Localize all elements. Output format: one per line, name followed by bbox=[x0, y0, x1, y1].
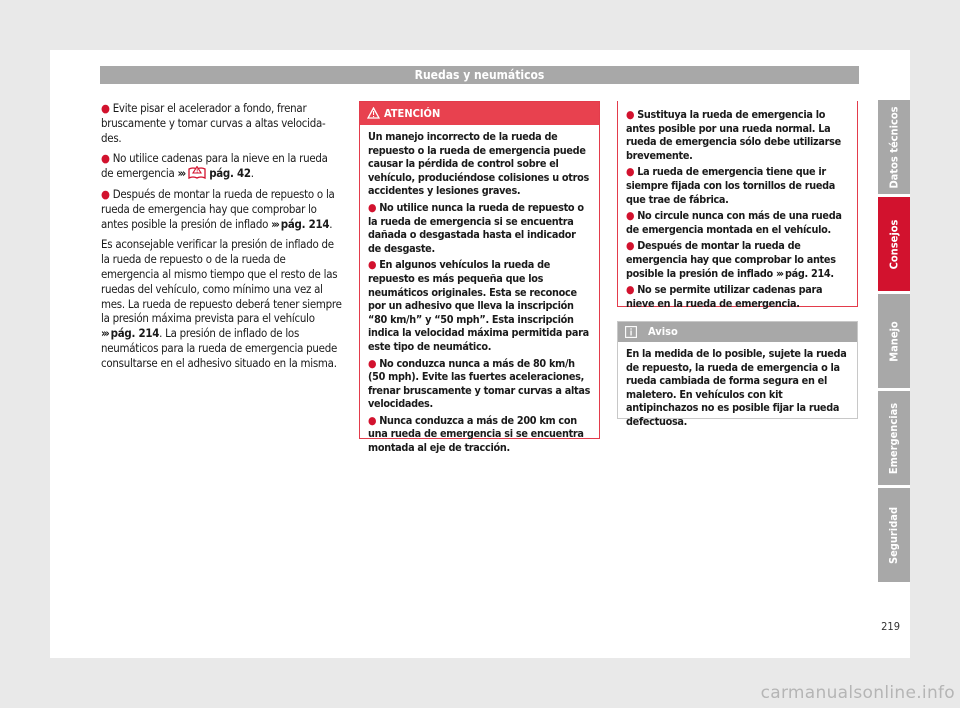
list-item: ● No se permite utilizar cadenas para nieve en la rueda de emergencia. bbox=[626, 283, 823, 310]
bullet-icon: ● bbox=[368, 200, 377, 214]
section-tabs bbox=[878, 100, 910, 585]
list-item: ● No utilice cadenas para la nieve en la rueda de emergencia ››› ! pág. 42. bbox=[101, 151, 328, 181]
bullet-text: No utilice cadenas para la nieve en la rueda de emergencia bbox=[101, 151, 328, 181]
body-paragraph: Es aconsejable verificar la presión de inflado de la rueda de repuesto o de la rueda de emergencia al mismo tiempo que el resto de las ruedas del vehículo, como mínimo una vez al mes. La rueda de repuesto deberá tener siempre la presión máxima prevista para el vehículo ››› pág. 214. La presión de inflado de los neumáticos para la rueda de emergencia puede consultarse en el adhesivo situado en la misma. bbox=[101, 237, 342, 370]
list-item: ● Después de montar la rueda de emergencia hay que comprobar lo antes posible la presión de inflado ››› pág. 214. bbox=[626, 239, 836, 280]
page-reference-link[interactable]: pág. 214 bbox=[280, 216, 330, 231]
bullet-icon: ● bbox=[368, 413, 377, 427]
page-reference-link[interactable]: pág. 214 bbox=[110, 326, 160, 341]
list-item: ● No conduzca nunca a más de 80 km/h (50 mph). Evite las fuertes aceleraciones, frenar bruscamente y tomar curvas a altas velocidades. bbox=[368, 356, 591, 411]
bullet-icon: ● bbox=[626, 165, 635, 179]
reference-arrows: ››› bbox=[271, 216, 278, 231]
warning-title: ATENCIÓN bbox=[384, 107, 441, 120]
bullet-icon: ● bbox=[368, 356, 377, 370]
list-item: ● No utilice nunca la rueda de repuesto o la rueda de emergencia si se encuentra dañada o desgastada hasta el indicador de desgaste. bbox=[368, 200, 584, 255]
list-item bbox=[101, 101, 342, 145]
warning-body bbox=[360, 125, 599, 455]
bullet-icon: ● bbox=[101, 186, 110, 201]
list-item: ● Nunca conduzca a más de 200 km con una rueda de emergencia si se encuentra montada al eje de tracción. bbox=[368, 413, 584, 455]
bullet-icon: ● bbox=[626, 283, 635, 297]
note-header bbox=[618, 322, 857, 342]
tab-seguridad[interactable]: Seguridad bbox=[878, 488, 910, 582]
page-number: 219 bbox=[881, 620, 900, 633]
bullet-text: Después de montar la rueda de repuesto o la rueda de emergencia hay que comprobar lo antes posible la presión de inflado bbox=[101, 186, 335, 231]
note-title: Aviso bbox=[648, 325, 678, 338]
warning-triangle-icon bbox=[367, 107, 380, 119]
bullet-text: Evite pisar el acelerador a fondo, frenar bruscamente y tomar curvas a altas velocidades. bbox=[101, 101, 326, 145]
list-item: ● No circule nunca con más de una rueda de emergencia montada en el vehículo. bbox=[626, 209, 842, 236]
warning-header bbox=[360, 102, 599, 125]
bullet-icon: ● bbox=[101, 151, 110, 166]
warning-body bbox=[618, 101, 857, 310]
reference-arrows: ››› bbox=[775, 266, 782, 280]
bullet-icon: ● bbox=[626, 108, 635, 121]
svg-text:!: ! bbox=[196, 168, 199, 175]
list-item: ● Sustituya la rueda de emergencia lo antes posible por una rueda normal. La rueda de emergencia sólo debe utilizarse brevemente. bbox=[626, 108, 841, 162]
note-text: En la medida de lo posible, sujete la rueda de repuesto, la rueda de emergencia o la rueda cambiada de forma segura en el maletero. En vehículos con kit antipinchazos no es posible fijar la rueda defectuosa. bbox=[626, 347, 847, 428]
watermark: carmanualsonline.info bbox=[760, 683, 955, 703]
bullet-icon: ● bbox=[626, 209, 635, 223]
info-icon bbox=[625, 326, 637, 338]
warning-box-continued bbox=[617, 101, 858, 310]
bullet-icon: ● bbox=[626, 239, 635, 253]
page-reference-link[interactable]: pág. 42 bbox=[209, 166, 251, 181]
list-item: ● La rueda de emergencia tiene que ir siempre fijada con los tornillos de rueda que trae de fábrica. bbox=[626, 165, 836, 206]
list-item: ● En algunos vehículos la rueda de repuesto es más pequeña que los neumáticos originales. Esta se reconoce por un adhesivo que lleva la inscripción “80 km/h” y “50 mph”. Esta inscripción indica la velocidad máxima permitida para este tipo de neumático. bbox=[368, 258, 589, 353]
list-item: ● Después de montar la rueda de repuesto o la rueda de emergencia hay que comprobar lo antes posible la presión de inflado ››› pág. 214. bbox=[101, 186, 335, 231]
page-header-title: Ruedas y neumáticos bbox=[100, 66, 859, 84]
tab-consejos[interactable]: Consejos bbox=[878, 197, 910, 291]
tab-datos-tecnicos[interactable]: Datos técnicos bbox=[878, 100, 910, 194]
warning-box bbox=[359, 101, 600, 455]
warning-intro: Un manejo incorrecto de la rueda de repuesto o la rueda de emergencia puede causar la pérdida de control sobre el vehículo, produciéndose colisiones u otros accidentes y lesiones graves. bbox=[368, 130, 589, 198]
note-box bbox=[617, 321, 858, 428]
bullet-icon: ● bbox=[368, 258, 377, 272]
tab-manejo[interactable]: Manejo bbox=[878, 294, 910, 388]
warning-book-icon bbox=[188, 166, 206, 179]
tab-emergencias[interactable]: Emergencias bbox=[878, 391, 910, 485]
page-reference-link[interactable]: pág. 214 bbox=[784, 266, 831, 280]
left-column bbox=[101, 101, 342, 377]
reference-arrows: ››› bbox=[177, 166, 185, 181]
reference-arrows: ››› bbox=[101, 326, 108, 341]
bullet-icon: ● bbox=[101, 101, 110, 115]
